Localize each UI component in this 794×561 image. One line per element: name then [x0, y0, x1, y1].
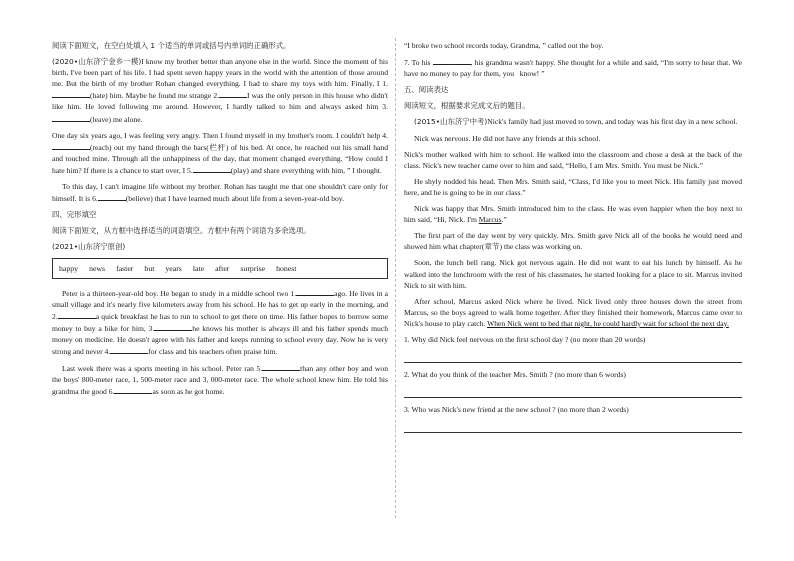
cloze-blank-7[interactable] — [433, 56, 471, 65]
instruction-cloze: 阅读下面短文，从方框中选择适当的词语填空。方框中有两个词语为多余选项。 — [52, 226, 311, 236]
section5-title: 五、阅读表达 — [404, 85, 449, 95]
blank-5[interactable] — [193, 164, 231, 173]
passage1-para1: (2020•山东济宁金乡一模)I know my brother better than anyone else in the world. Since the moment of his birth, I've been part of his life. I had spent seven happy years in the world with the attention of those around me. But the birth of my brother Rohan changed everything. I had to share my toys with him. Finally, I 1.(hate) him. Maybe he found me strange 2. I was the only person in this house who didn't like him. He loved following me around. However, I hardly talked to him and always asked him 3.(leave) me alone. — [52, 57, 388, 124]
right-column — [404, 40, 742, 439]
underlined-name-marcus: Marcus — [478, 215, 502, 225]
underlined-sentence: When Nick went to bed that night, he could hardly wait for school the next day. — [487, 318, 729, 328]
passage1-para2: One day six years ago, I was feeling very angry. Then I found myself in my brother's room. I couldn't help 4.(reach) out my hand through the bars(栏杆) of his bed. At once, he reached out his small hand and touched mine. Through all the unhappiness of the day, that moment changed everything. “How could I hate him? If there is a chance to start over, I 5. (play) and share everything with him, ” I thought. — [52, 130, 388, 175]
passage3-para6: The first part of the day went by very quickly. Mrs. Smith gave Nick all of the books he would need and showed him what chapter(章节) the class was working on. — [404, 231, 742, 252]
word-option: after — [215, 263, 230, 273]
answer-line-1[interactable] — [404, 348, 742, 363]
word-option: news — [89, 263, 106, 273]
passage2-para3: “I broke two school records today, Grandma, ” called out the boy. — [404, 41, 604, 50]
word-option: but — [144, 263, 155, 273]
cloze-blank-2[interactable] — [58, 310, 96, 319]
passage2-para4: 7. To his , his grandma wasn't happy. She thought for a while and said, “I'm sorry to hear that. We have no money to pay for them, you know! ” — [404, 58, 743, 79]
cloze-blank-5[interactable] — [262, 362, 300, 371]
passage3-para8: After school, Marcus asked Nick where he lived. Nick lived only three houses down the street from Marcus, so the boys agreed to walk home together. After they finished their homework, Marcus came over to Nick's house to play catch. When Nick went to bed that night, he could hardly wait for school the next day. — [404, 296, 742, 328]
word-option: late — [192, 263, 205, 273]
word-option: surprise — [240, 263, 266, 273]
passage2-para1: Peter is a thirteen-year-old boy. He began to study in a middle school two 1. ago. He lives in a small village and it's nearly five kilometers away from his school. He has to get up early in the morning, and 2. a quick breakfast he has to run to school to get there on time. His father hopes to borrow some money to buy a bike for him, 3. he knows his mother is always ill and his father spends much money on medicine. He doesn't agree with his father and keeps running to school every day. Now he is very strong and never 4. for class and his teachers often praise him. — [52, 288, 388, 357]
cloze-blank-3[interactable] — [154, 322, 192, 331]
cloze-blank-1[interactable] — [296, 287, 334, 296]
blank-2[interactable] — [219, 89, 247, 98]
passage3-para3: Nick's mother walked with him to school. He walked into the classroom and chose a desk at the back of the class. Nick's new teacher came over to him and said, “Hello, I am Mrs. Smith. You must be Nick.” — [404, 149, 742, 170]
word-option: honest — [276, 263, 297, 273]
answer-line-2[interactable] — [404, 383, 742, 398]
passage2-source: (2021•山东济宁原创) — [52, 242, 126, 252]
blank-3[interactable] — [52, 113, 90, 122]
word-option: happy — [59, 263, 79, 273]
passage2-para2: Last week there was a sports meeting in his school. Peter ran 5. than any other boy and won the boys' 800-meter race, 1, 500-meter race and 3, 000-meter race. The whole school knew him. He told his grandma the good 6. as soon as he got home. — [52, 364, 388, 397]
blank-4[interactable] — [52, 141, 90, 150]
question-2: 2. What do you think of the teacher Mrs. Smith ? (no more than 6 words) — [404, 370, 626, 380]
passage1-para3: To this day, I can't imagine life without my brother. Rohan has taught me that one shouldn't care only for himself. It is 6. (believe) that I have learned much about life from a seven-year-old boy. — [52, 182, 388, 204]
question-3: 3. Who was Nick's new friend at the new school ? (no more than 2 words) — [404, 405, 629, 415]
blank-6[interactable] — [98, 192, 126, 201]
left-column — [52, 40, 388, 402]
answer-line-3[interactable] — [404, 418, 742, 433]
passage3-para2: Nick was nervous. He did not have any friends at this school. — [414, 133, 601, 143]
passage3-para4: He shyly nodded his head. Then Mrs. Smith said, “Class, I'd like you to meet Nick. His family just moved here, and he is going to be in our class.” — [404, 176, 742, 197]
cloze-blank-6[interactable] — [114, 385, 152, 394]
section4-title: 四、完形填空 — [52, 210, 97, 220]
word-option: faster — [116, 263, 134, 273]
word-option: years — [165, 263, 182, 273]
blank-1[interactable] — [52, 89, 90, 98]
passage3-para5: Nick was happy that Mrs. Smith introduced him to the class. He was even happier when the boy next to him said, “Hi, Nick. I'm Marcus.” — [404, 204, 742, 225]
cloze-blank-4[interactable] — [110, 345, 148, 354]
question-1: 1. Why did Nick feel nervous on the first school day ? (no more than 20 words) — [404, 334, 646, 344]
instruction-grammar-fill: 阅读下面短文，在空白处填入 1 个适当的单词或括号内单词的正确形式。 — [52, 41, 291, 50]
instruction-reading: 阅读短文，根据要求完成文后的题目。 — [404, 101, 530, 111]
passage3-para7: Soon, the lunch bell rang. Nick got nervous again. He did not want to eat his lunch by himself. As he walked into the lunchroom with the rest of his classmates, he started looking for a place to sit. Marcus invited Nick to sit with him. — [404, 258, 742, 290]
passage3-para1: (2015•山东济宁中考)Nick's family had just moved to town, and today was his first day in a new school. — [414, 117, 738, 127]
word-box — [52, 258, 388, 279]
column-divider — [395, 38, 396, 518]
